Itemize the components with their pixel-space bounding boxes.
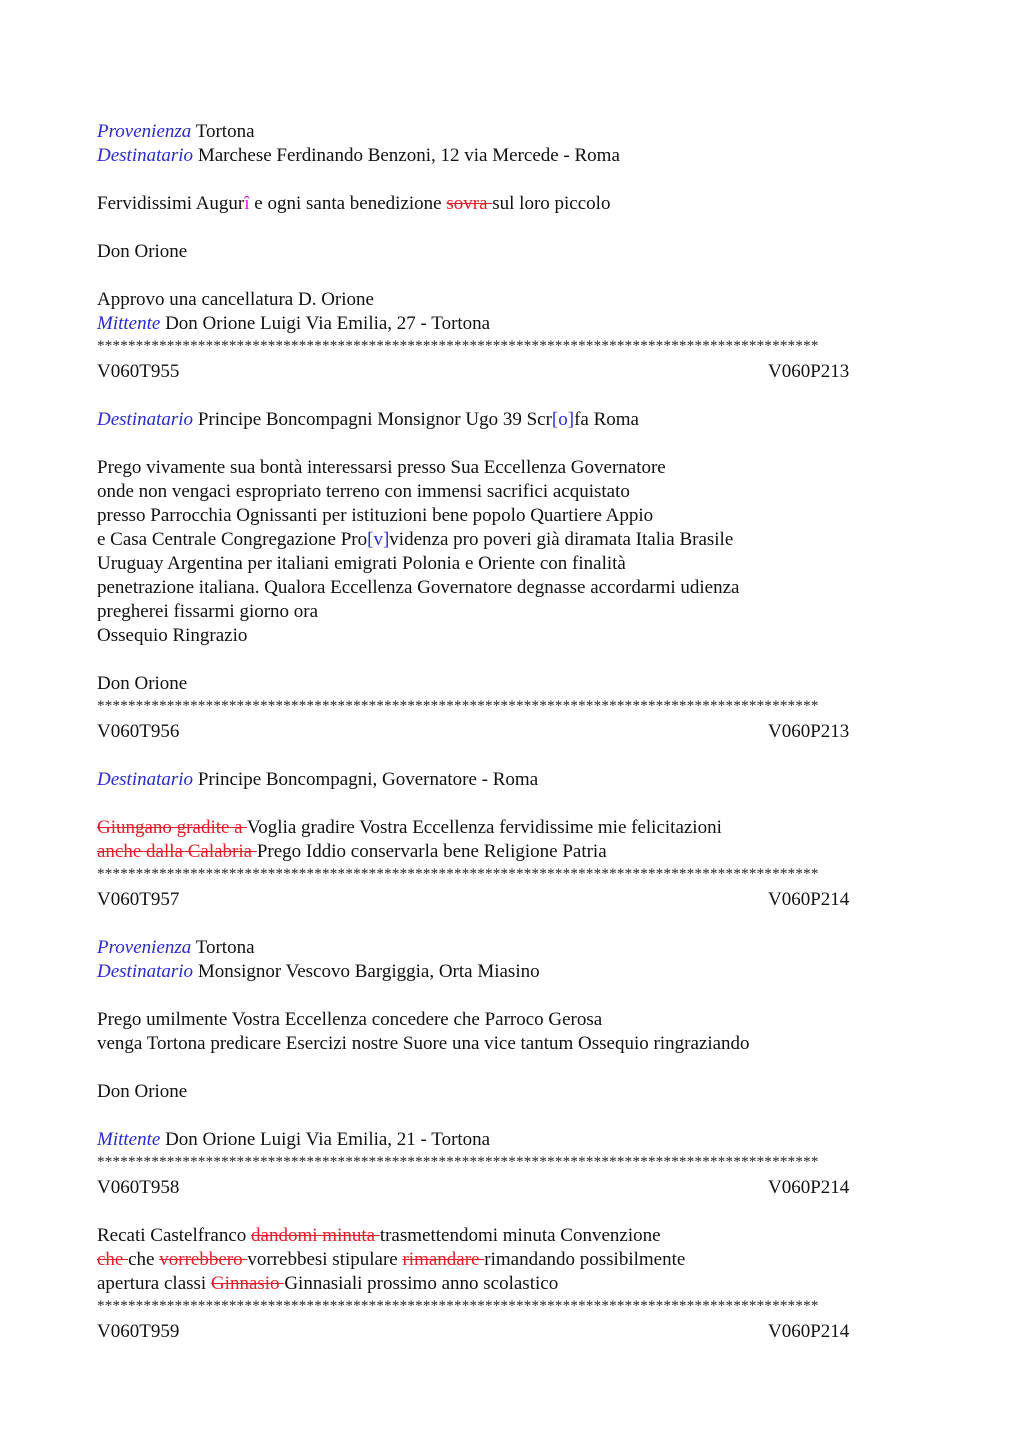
text-span: vorrebbesi stipulare [247, 1249, 403, 1270]
page-id: V060P214 [768, 1321, 850, 1342]
destinatario-line [97, 768, 927, 792]
telegram-text-line: Prego umilmente Vostra Eccellenza concedere che Parroco Gerosa [97, 1009, 603, 1030]
signature: Don Orione [97, 241, 188, 262]
deleted-text: dandomi minuta [251, 1225, 380, 1246]
provenienza-value: Tortona [191, 937, 255, 958]
text-span: trasmettendomi minuta Convenzione [379, 1225, 661, 1246]
mittente-line [97, 312, 927, 336]
separator-line: ********************************************************************************************* [97, 866, 819, 882]
deleted-text: che [97, 1249, 129, 1270]
text-id: V060T958 [97, 1177, 180, 1198]
provenienza-value: Tortona [191, 121, 255, 142]
deleted-text: vorrebbero [159, 1249, 248, 1270]
telegram-text-line [97, 192, 927, 216]
destinatario-value: Monsignor Vescovo Bargiggia, Orta Miasino [193, 961, 540, 982]
destinatario-label: Destinatario [97, 961, 194, 982]
text-span: rimandando possibilmente [484, 1249, 686, 1270]
provenienza-line [97, 120, 927, 144]
document-page [97, 120, 927, 1344]
text-span: che [128, 1249, 160, 1270]
page-id: V060P213 [768, 721, 850, 742]
destinatario-label: Destinatario [97, 769, 194, 790]
deleted-text: Ginnasio [210, 1273, 285, 1294]
editorial-insertion: [o] [551, 409, 575, 430]
text-span: apertura classi [97, 1273, 211, 1294]
editorial-insertion: [v] [367, 529, 390, 550]
page-id: V060P214 [768, 1177, 850, 1198]
destinatario-label: Destinatario [97, 145, 194, 166]
reference-row [97, 720, 927, 744]
telegram-text-line [97, 1272, 927, 1296]
deleted-text: sovra [446, 193, 493, 214]
telegram-text-line [97, 1248, 927, 1272]
telegram-text-line [97, 816, 927, 840]
text-span: videnza pro poveri già diramata Italia Brasile [389, 529, 734, 550]
telegram-text-line: penetrazione italiana. Qualora Eccellenza Governatore degnasse accordarmi udienza [97, 577, 740, 598]
destinatario-value: Principe Boncompagni, Governatore - Roma [193, 769, 539, 790]
text-span: Prego Iddio conservarla bene Religione Patria [256, 841, 607, 862]
mittente-value: Don Orione Luigi Via Emilia, 21 - Tortona [160, 1129, 491, 1150]
separator-line: ********************************************************************************************* [97, 1154, 819, 1170]
text-span: Voglia gradire Vostra Eccellenza fervidissime mie felicitazioni [247, 817, 722, 838]
separator-line: ********************************************************************************************* [97, 698, 819, 714]
destinatario-value: Marchese Ferdinando Benzoni, 12 via Mercede - Roma [193, 145, 620, 166]
separator-line: ********************************************************************************************* [97, 338, 819, 354]
provenienza-label: Provenienza [97, 121, 192, 142]
destinatario-line [97, 960, 927, 984]
signature: Don Orione [97, 1081, 188, 1102]
telegram-text-line: pregherei fissarmi giorno ora [97, 601, 319, 622]
text-span: e ogni santa benedizione [249, 193, 447, 214]
deleted-text: rimandare [402, 1249, 485, 1270]
text-span: Ginnasiali prossimo anno scolastico [284, 1273, 559, 1294]
text-id: V060T956 [97, 721, 180, 742]
destinatario-line [97, 144, 927, 168]
mittente-value: Don Orione Luigi Via Emilia, 27 - Tortona [160, 313, 491, 334]
telegram-text-line [97, 1224, 927, 1248]
telegram-text-line: Uruguay Argentina per italiani emigrati Polonia e Oriente con finalità [97, 553, 626, 574]
telegram-text-line: onde non vengaci espropriato terreno con immensi sacrifici acquistato [97, 481, 630, 502]
text-id: V060T959 [97, 1321, 180, 1342]
telegram-text-line: presso Parrocchia Ognissanti per istituzioni bene popolo Quartiere Appio [97, 505, 654, 526]
mittente-label: Mittente [97, 1129, 161, 1150]
text-span: Principe Boncompagni Monsignor Ugo 39 Scr [193, 409, 552, 430]
page-id: V060P214 [768, 889, 850, 910]
telegram-text-line: Prego vivamente sua bontà interessarsi presso Sua Eccellenza Governatore [97, 457, 666, 478]
text-span: e Casa Centrale Congregazione Pro [97, 529, 368, 550]
deleted-text: Giungano gradite a [97, 817, 248, 838]
text-span: Recati Castelfranco [97, 1225, 252, 1246]
deleted-text: anche dalla Calabria [97, 841, 257, 862]
reference-row [97, 888, 927, 912]
text-id: V060T957 [97, 889, 180, 910]
telegram-text-line: venga Tortona predicare Esercizi nostre Suore una vice tantum Ossequio ringraziando [97, 1033, 750, 1054]
reference-row [97, 1176, 927, 1200]
text-span: sul loro piccolo [492, 193, 611, 214]
text-span: Fervidissimi Augur [97, 193, 245, 214]
text-id: V060T955 [97, 361, 180, 382]
provenienza-line [97, 936, 927, 960]
provenienza-label: Provenienza [97, 937, 192, 958]
mittente-line [97, 1128, 927, 1152]
reference-row [97, 1320, 927, 1344]
telegram-text-line [97, 528, 927, 552]
page-id: V060P213 [768, 361, 850, 382]
correction-mark: î [244, 193, 250, 214]
reference-row [97, 360, 927, 384]
destinatario-line [97, 408, 927, 432]
destinatario-label: Destinatario [97, 409, 194, 430]
approval-note: Approvo una cancellatura D. Orione [97, 289, 374, 310]
telegram-text-line [97, 840, 927, 864]
mittente-label: Mittente [97, 313, 161, 334]
text-span: fa Roma [574, 409, 639, 430]
telegram-text-line: Ossequio Ringrazio [97, 625, 248, 646]
separator-line: ********************************************************************************************* [97, 1298, 819, 1314]
signature: Don Orione [97, 673, 188, 694]
